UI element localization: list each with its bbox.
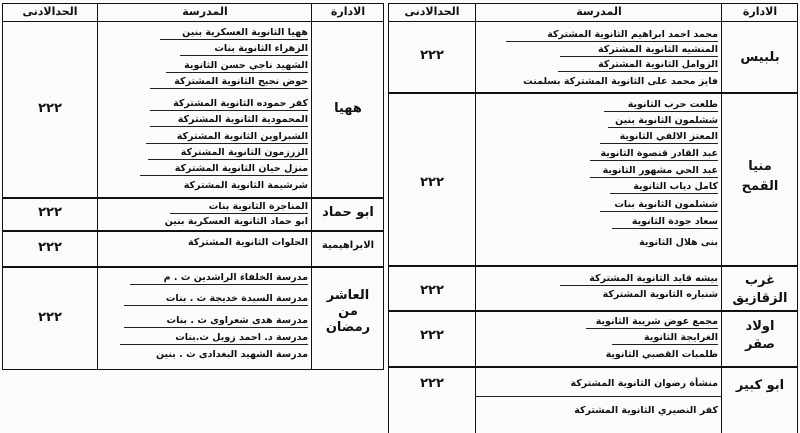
school-abu-kabir-2: كفر النصيري الثانوية المشتركة bbox=[574, 405, 718, 416]
admin-ashir-line-2: من bbox=[338, 304, 358, 319]
school-minya-9: بنى هلال الثانوية bbox=[639, 237, 718, 248]
right-header-school: المدرسة bbox=[576, 5, 622, 18]
right-sep-2 bbox=[388, 265, 798, 267]
school-abu-kabir-1: منشأة رضوان الثانوية المشتركة bbox=[570, 378, 718, 389]
school-hihya-6: المحمودية الثانوية المشتركة bbox=[177, 114, 308, 125]
min-ibrahimia: ٢٢٢ bbox=[38, 240, 62, 255]
school-hihya-8: الزرزمون الثانوية المشتركة bbox=[180, 147, 308, 158]
right-divider-min bbox=[475, 3, 476, 433]
right-border-left bbox=[388, 3, 389, 433]
school-minya-4: عبد القادر قنصوة الثانوية bbox=[600, 148, 718, 159]
right-sep-1 bbox=[388, 92, 798, 94]
ul bbox=[600, 143, 718, 144]
ul bbox=[160, 39, 308, 40]
ul bbox=[140, 175, 308, 176]
school-belbeis-1: محمد احمد ابراهيم الثانوية المشتركة bbox=[547, 29, 718, 40]
admin-gharb-text: غرب الزقازيق bbox=[732, 273, 788, 306]
school-hihya-2: الزهراء الثانوية بنات bbox=[214, 43, 308, 54]
school-hihya-10: شرشيمة الثانوية المشتركة bbox=[183, 180, 308, 191]
school-ashir-4: مدرسة د. احمد زويل ث.بنات bbox=[175, 332, 308, 343]
left-header-min: الحدالادنى bbox=[22, 5, 78, 18]
right-border-right bbox=[797, 3, 798, 433]
school-hihya-7: الشبراوين الثانوية المشتركة bbox=[176, 131, 308, 142]
min-abu-hammad: ٢٢٢ bbox=[38, 205, 62, 220]
left-header-school: المدرسة bbox=[182, 5, 228, 18]
admin-ashir bbox=[312, 288, 384, 336]
ul bbox=[506, 41, 718, 42]
left-header-bottom-line bbox=[2, 21, 384, 22]
ul bbox=[130, 284, 308, 285]
school-hihya-3: الشهيد ناجي حسن الثانوية bbox=[184, 60, 308, 71]
ul bbox=[560, 56, 718, 57]
school-hihya-5: كفر حموده الثانوية المشتركة bbox=[173, 98, 308, 109]
admin-gharb bbox=[722, 272, 798, 308]
ul bbox=[150, 88, 308, 89]
admin-abu-kabir: ابو كبير bbox=[735, 378, 785, 393]
ul bbox=[558, 71, 718, 72]
min-minya: ٢٢٢ bbox=[420, 175, 444, 190]
ul bbox=[600, 211, 718, 212]
school-minya-8: سعاد جودة الثانوية bbox=[631, 216, 718, 227]
school-minya-2: ششلمون الثانوية بنين bbox=[615, 115, 718, 126]
school-belbeis-3: الزوامل الثانوية المشتركة bbox=[598, 59, 718, 70]
school-hihya-4: حوض نجيح الثانوية المشتركة bbox=[174, 76, 308, 87]
ul bbox=[608, 127, 718, 128]
school-hihya-9: منزل حيان الثانوية المشتركة bbox=[174, 163, 308, 174]
school-minya-1: طلعت حرب الثانوية bbox=[627, 99, 718, 110]
ul bbox=[148, 159, 308, 160]
school-minya-5: عبد الحي مشهور الثانوية bbox=[602, 165, 718, 176]
ul bbox=[124, 327, 308, 328]
school-minya-6: كامل دياب الثانوية bbox=[633, 181, 718, 192]
admin-minya bbox=[722, 157, 798, 197]
admin-awlad bbox=[722, 318, 798, 354]
right-header-admin: الادارة bbox=[742, 5, 778, 18]
min-hihya: ٢٢٢ bbox=[38, 101, 62, 116]
ul bbox=[476, 396, 722, 397]
right-sep-3 bbox=[388, 310, 798, 312]
min-abu-kabir: ٢٢٢ bbox=[420, 376, 444, 391]
right-sep-4 bbox=[388, 366, 798, 368]
school-ashir-5: مدرسة الشهيد البغدادى ث . بنين bbox=[155, 349, 308, 360]
ul bbox=[612, 228, 718, 229]
ul bbox=[590, 160, 718, 161]
left-header-admin: الادارة bbox=[330, 5, 366, 18]
min-belbeis: ٢٢٢ bbox=[420, 48, 444, 63]
min-ashir: ٢٢٢ bbox=[38, 310, 62, 325]
ul bbox=[586, 328, 718, 329]
school-gharb-1: بيشه قايد الثانوية المشتركة bbox=[589, 273, 718, 284]
school-minya-7: ششلمون الثانوية بنات bbox=[614, 199, 718, 210]
school-ashir-1: مدرسة الخلفاء الراشدين ث . م bbox=[163, 272, 308, 283]
ul bbox=[150, 110, 308, 111]
admin-abu-hammad: ابو حماد bbox=[322, 205, 374, 220]
school-belbeis-2: المنشيه الثانوية المشتركة bbox=[597, 44, 718, 55]
school-ashir-3: مدرسة هدى شعراوى ث . بنات bbox=[166, 315, 308, 326]
ul bbox=[146, 143, 308, 144]
admin-ibrahimia: الابراهيمية bbox=[321, 240, 375, 251]
admin-hihya: ههيا bbox=[334, 101, 362, 116]
ul bbox=[170, 213, 308, 214]
ul bbox=[166, 72, 308, 73]
right-header-min: الحدالادنى bbox=[404, 5, 460, 18]
ul bbox=[612, 344, 718, 345]
right-divider-admin bbox=[721, 3, 722, 433]
ul bbox=[590, 177, 718, 178]
min-awlad: ٢٢٢ bbox=[420, 328, 444, 343]
school-gharb-2: شنباره الثانوية المشتركة bbox=[602, 289, 718, 300]
school-hihya-1: ههيا الثانوية العسكرية بنين bbox=[182, 27, 308, 38]
left-sep-1 bbox=[2, 197, 384, 199]
school-belbeis-4: فايز محمد على الثانوية المشتركة بسلمنت bbox=[523, 76, 718, 87]
school-abu-hammad-2: ابو حماد الثانوية العسكرية بنين bbox=[164, 216, 308, 227]
ul bbox=[124, 305, 308, 306]
admin-awlad-text: اولاد صقر bbox=[744, 319, 775, 352]
school-awlad-1: مجمع عوض شريبة الثانوية bbox=[595, 316, 718, 327]
min-gharb: ٢٢٢ bbox=[420, 283, 444, 298]
left-sep-2 bbox=[2, 230, 384, 232]
school-awlad-3: طلمبات القصبي الثانوية bbox=[605, 349, 718, 360]
school-ibrahimia-1: الحلوات الثانوية المشتركة bbox=[188, 237, 308, 248]
school-awlad-2: الغرايجة الثانوية bbox=[644, 332, 718, 343]
ul bbox=[150, 126, 308, 127]
school-abu-hammad-1: المناجرة الثانوية بنات bbox=[208, 201, 308, 212]
admin-belbeis: بلبيس bbox=[740, 50, 780, 65]
ul bbox=[560, 285, 718, 286]
school-ashir-2: مدرسة السيدة خديجة ث . بنات bbox=[165, 293, 308, 304]
ul bbox=[120, 344, 308, 345]
left-border-bottom bbox=[2, 369, 384, 370]
admin-ashir-line-1: العاشر bbox=[326, 288, 370, 303]
school-minya-3: المعتز الالفي الثانوية bbox=[619, 131, 718, 142]
left-sep-3 bbox=[2, 266, 384, 268]
right-header-bottom-line bbox=[388, 21, 798, 22]
admin-ashir-line-3: رمضان bbox=[325, 320, 371, 335]
ul bbox=[604, 111, 718, 112]
ul bbox=[180, 55, 308, 56]
admin-minya-text: منيا القمح bbox=[741, 159, 779, 194]
ul bbox=[610, 193, 718, 194]
